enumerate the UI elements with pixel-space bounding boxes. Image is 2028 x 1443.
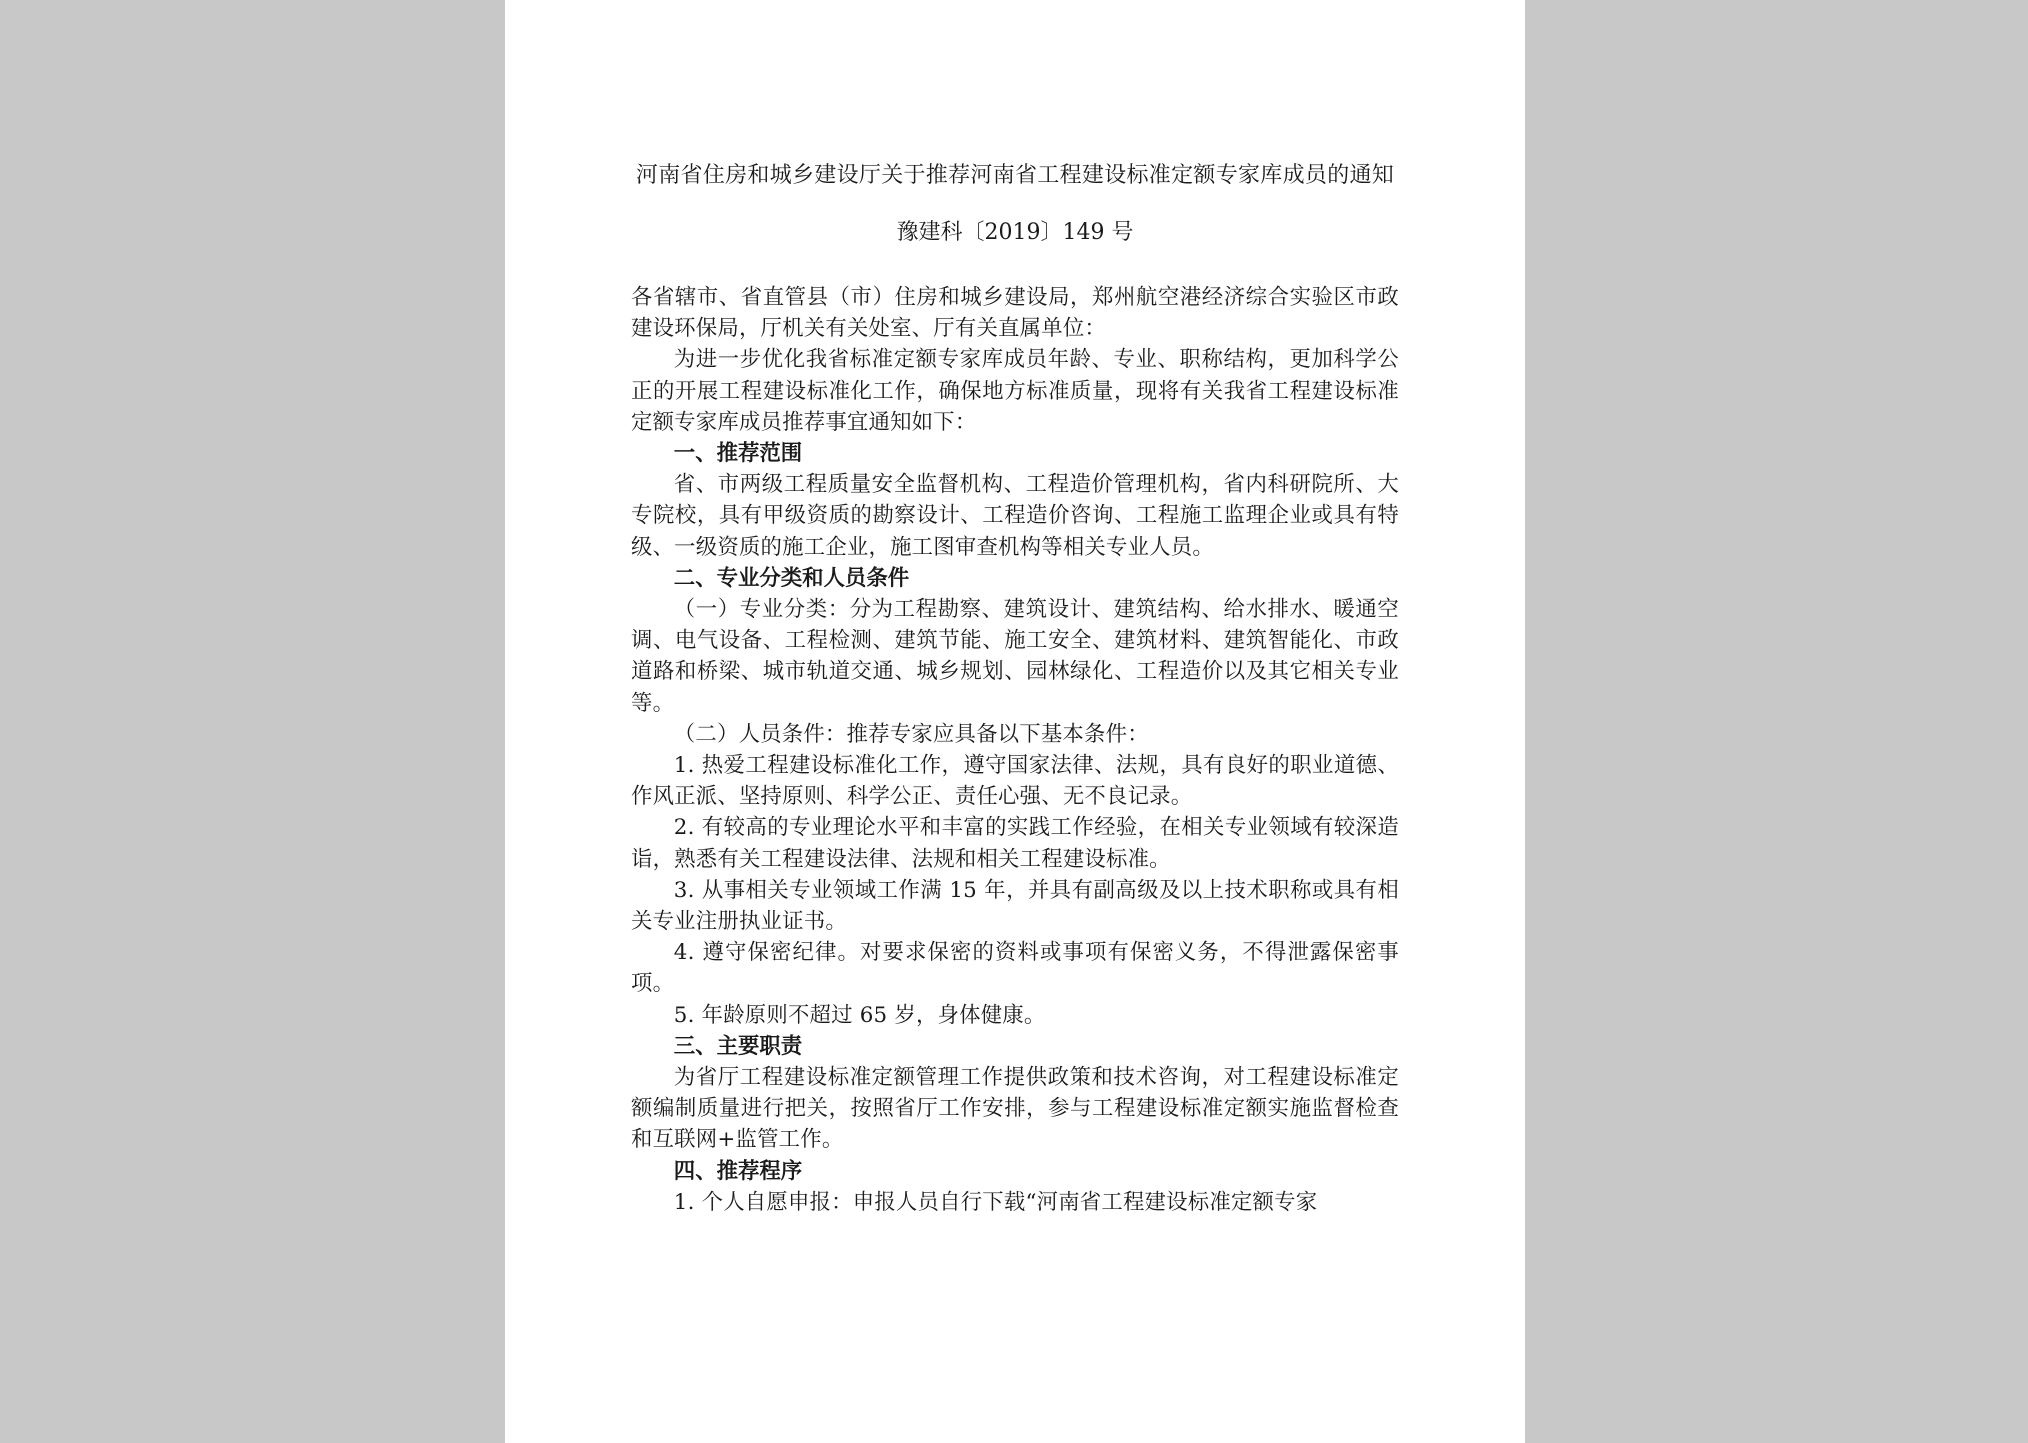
condition-item-4: 4. 遵守保密纪律。对要求保密的资料或事项有保密义务，不得泄露保密事项。: [631, 940, 1399, 997]
section-4-item-1: 1. 个人自愿申报：申报人员自行下载“河南省工程建设标准定额专家: [673, 1189, 1318, 1215]
section-2-subsection-1: （一）专业分类：分为工程勘察、建筑设计、建筑结构、给水排水、暖通空调、电气设备、工程检测、建筑节能、施工安全、建筑材料、建筑智能化、市政道路和桥梁、城市轨道交通、城乡规划、园林绿化、工程造价以及其它相关专业等。: [631, 597, 1399, 716]
section-heading-3: 三、主要职责: [673, 1033, 803, 1059]
section-text-3: 为省厅工程建设标准定额管理工作提供政策和技术咨询，对工程建设标准定额编制质量进行把关，按照省厅工作安排，参与工程建设标准定额实施监督检查和互联网+监管工作。: [631, 1065, 1399, 1153]
salutation: 各省辖市、省直管县（市）住房和城乡建设局，郑州航空港经济综合实验区市政建设环保局，厅机关有关处室、厅有关直属单位：: [631, 285, 1399, 342]
condition-item-2: 2. 有较高的专业理论水平和丰富的实践工作经验，在相关专业领域有较深造诣，熟悉有关工程建设法律、法规和相关工程建设标准。: [631, 815, 1399, 872]
section-text-1: 省、市两级工程质量安全监督机构、工程造价管理机构，省内科研院所、大专院校，具有甲级资质的勘察设计、工程造价咨询、工程施工监理企业或具有特级、一级资质的施工企业，施工图审查机构等相关专业人员。: [631, 472, 1399, 560]
intro-paragraph: 为进一步优化我省标准定额专家库成员年龄、专业、职称结构，更加科学公正的开展工程建设标准化工作，确保地方标准质量，现将有关我省工程建设标准定额专家库成员推荐事宜通知如下：: [631, 347, 1399, 435]
section-heading-4: 四、推荐程序: [673, 1158, 803, 1184]
section-heading-2: 二、专业分类和人员条件: [673, 565, 910, 591]
section-heading-1: 一、推荐范围: [673, 441, 803, 467]
condition-item-5: 5. 年龄原则不超过 65 岁，身体健康。: [673, 1002, 1046, 1028]
condition-item-3: 3. 从事相关专业领域工作满 15 年，并具有副高级及以上技术职称或具有相关专业注册执业证书。: [631, 877, 1399, 935]
document-number: 豫建科〔2019〕149 号: [896, 220, 1134, 245]
section-2-subsection-2: （二）人员条件：推荐专家应具备以下基本条件：: [673, 721, 1149, 747]
document-page: [505, 0, 1525, 1443]
condition-item-1: 1. 热爱工程建设标准化工作，遵守国家法律、法规，具有良好的职业道德、作风正派、坚持原则、科学公正、责任心强、无不良记录。: [631, 753, 1399, 810]
document-title: 河南省住房和城乡建设厅关于推荐河南省工程建设标准定额专家库成员的通知: [635, 163, 1395, 188]
